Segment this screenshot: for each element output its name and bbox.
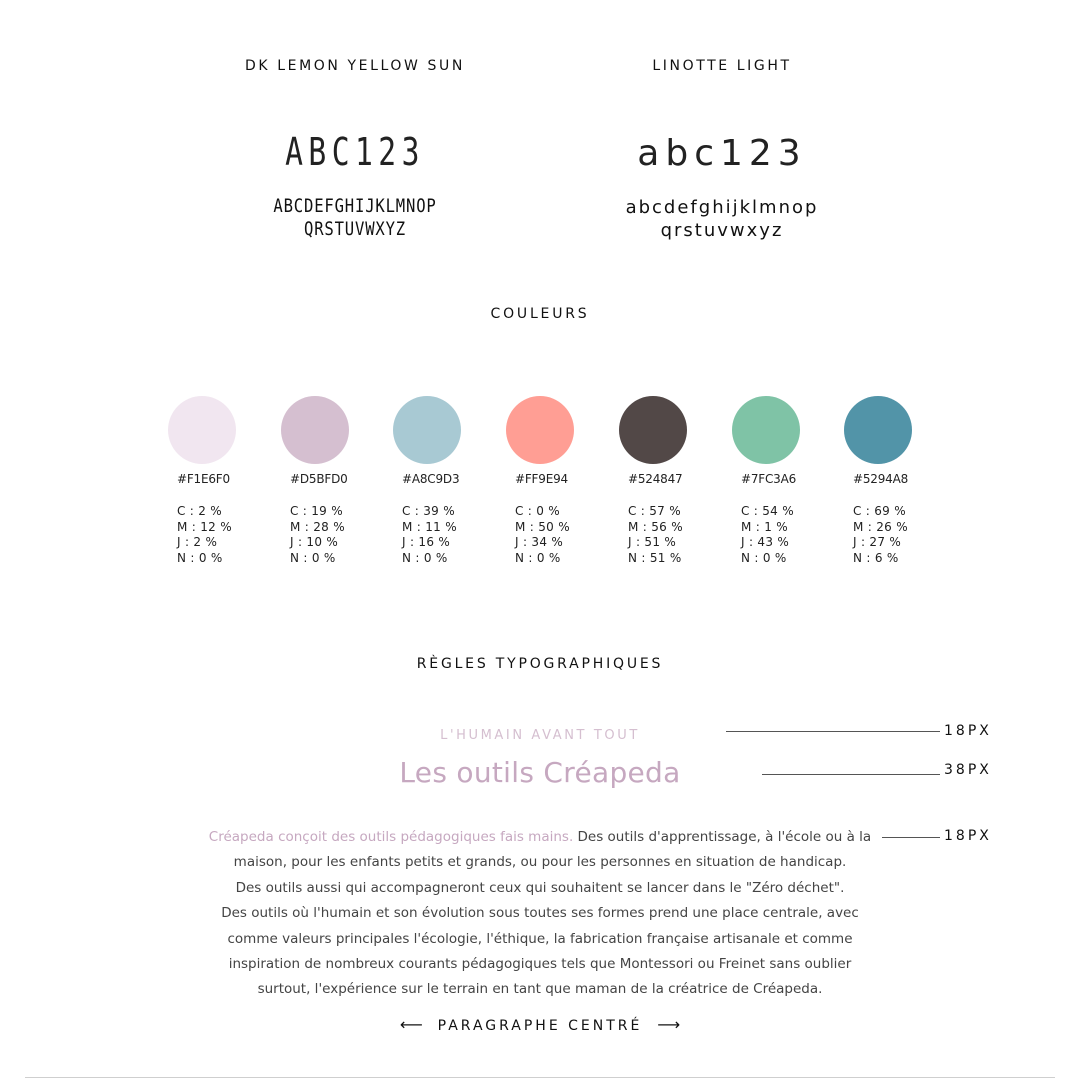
color-hex-label: #7FC3A6	[741, 472, 797, 486]
alphabet-secondary-line-2: qrstuvwxyz	[660, 220, 784, 241]
cmjn-j-value: J : 27 %	[853, 535, 902, 549]
arrow-right-icon: ⟶	[657, 1015, 681, 1034]
cmjn-c-value: C : 69 %	[853, 504, 906, 518]
color-cmjn-values	[515, 504, 570, 566]
cmjn-c-value: C : 0 %	[515, 504, 561, 518]
sample-kicker: L'HUMAIN AVANT TOUT	[440, 728, 640, 743]
headline-size-leader	[762, 774, 940, 775]
font-name-primary: DK LEMON YELLOW SUN	[245, 58, 465, 74]
alphabet-secondary	[572, 196, 872, 242]
cmjn-m-value: M : 56 %	[628, 519, 683, 534]
cmjn-m-value: M : 26 %	[853, 519, 908, 534]
alphabet-secondary-line-1: abcdefghijklmnop	[625, 197, 819, 218]
cmjn-n-value: N : 6 %	[853, 550, 899, 565]
alphabet-primary-line-1: ABCDEFGHIJKLMNOP	[273, 195, 437, 217]
paragraph-line: comme valeurs principales l'écologie, l'éthique, la fabrication française artisanale et comme	[227, 930, 853, 947]
cmjn-m-value: M : 50 %	[515, 519, 570, 534]
paragraph-line: maison, pour les enfants petits et grands, ou pour les personnes en situation de handicap.	[233, 854, 847, 871]
cmjn-m-value: M : 28 %	[290, 519, 345, 534]
color-cmjn-values	[628, 504, 683, 566]
color-hex-label: #5294A8	[853, 472, 909, 486]
bottom-divider	[25, 1077, 1055, 1078]
color-swatch	[844, 396, 912, 464]
alphabet-primary	[232, 195, 478, 241]
kicker-size-leader	[726, 731, 940, 732]
paragraph-line: surtout, l'expérience sur le terrain en tant que maman de la créatrice de Créapeda.	[257, 981, 823, 998]
kicker-size-label: 18PX	[944, 723, 992, 739]
alphabet-primary-line-2: QRSTUVWXYZ	[303, 218, 406, 240]
font-sample-secondary: abc123	[637, 133, 807, 174]
paragraph-line: Des outils où l'humain et son évolution sous toutes ses formes prend une place centrale, avec	[221, 905, 859, 922]
cmjn-c-value: C : 39 %	[402, 504, 455, 518]
font-sample-primary: ABC123	[285, 130, 425, 174]
color-hex-label: #A8C9D3	[402, 472, 460, 486]
paragraph-line-rest: Des outils d'apprentissage, à l'école ou à la	[573, 829, 872, 845]
color-swatch	[732, 396, 800, 464]
sample-paragraph	[200, 825, 880, 1003]
cmjn-n-value: N : 0 %	[515, 550, 561, 565]
cmjn-j-value: J : 43 %	[741, 535, 790, 549]
cmjn-n-value: N : 0 %	[290, 550, 336, 565]
cmjn-c-value: C : 19 %	[290, 504, 343, 518]
cmjn-j-value: J : 16 %	[402, 535, 451, 549]
colors-section-title: COULEURS	[490, 306, 590, 322]
cmjn-n-value: N : 0 %	[177, 550, 223, 565]
cmjn-n-value: N : 51 %	[628, 550, 682, 565]
sample-headline: Les outils Créapeda	[399, 756, 681, 789]
cmjn-n-value: N : 0 %	[402, 550, 448, 565]
color-hex-label: #524847	[628, 472, 683, 486]
color-cmjn-values	[853, 504, 908, 566]
paragraph-line: inspiration de nombreux courants pédagogiques tels que Montessori ou Freinet sans oublier	[228, 956, 852, 973]
paragraph-caption	[0, 1015, 1080, 1034]
cmjn-c-value: C : 57 %	[628, 504, 681, 518]
color-cmjn-values	[402, 504, 457, 566]
cmjn-j-value: J : 51 %	[628, 535, 677, 549]
rules-section-title: RÈGLES TYPOGRAPHIQUES	[416, 656, 664, 672]
cmjn-m-value: M : 1 %	[741, 519, 788, 534]
paragraph-line	[200, 825, 880, 850]
color-cmjn-values	[741, 504, 794, 566]
cmjn-j-value: J : 10 %	[290, 535, 339, 549]
cmjn-c-value: C : 2 %	[177, 504, 223, 518]
cmjn-m-value: M : 12 %	[177, 519, 232, 534]
color-swatch	[168, 396, 236, 464]
font-name-secondary: LINOTTE LIGHT	[652, 58, 792, 74]
color-cmjn-values	[290, 504, 345, 566]
paragraph-caption-text: PARAGRAPHE CENTRÉ	[437, 1018, 643, 1034]
cmjn-c-value: C : 54 %	[741, 504, 794, 518]
color-swatch	[281, 396, 349, 464]
color-hex-label: #D5BFD0	[290, 472, 348, 486]
color-swatch	[619, 396, 687, 464]
arrow-left-icon: ⟵	[399, 1015, 423, 1034]
cmjn-j-value: J : 34 %	[515, 535, 564, 549]
cmjn-n-value: N : 0 %	[741, 550, 787, 565]
color-swatch	[506, 396, 574, 464]
cmjn-j-value: J : 2 %	[177, 535, 218, 549]
body-size-label: 18PX	[944, 828, 992, 844]
body-size-leader	[882, 837, 940, 838]
color-cmjn-values	[177, 504, 232, 566]
headline-size-label: 38PX	[944, 762, 992, 778]
color-hex-label: #F1E6F0	[177, 472, 230, 486]
paragraph-accent: Créapeda conçoit des outils pédagogiques fais mains.	[208, 829, 574, 845]
paragraph-line: Des outils aussi qui accompagneront ceux qui souhaitent se lancer dans le "Zéro déchet".	[235, 879, 845, 896]
color-swatch	[393, 396, 461, 464]
cmjn-m-value: M : 11 %	[402, 519, 457, 534]
color-hex-label: #FF9E94	[515, 472, 568, 486]
